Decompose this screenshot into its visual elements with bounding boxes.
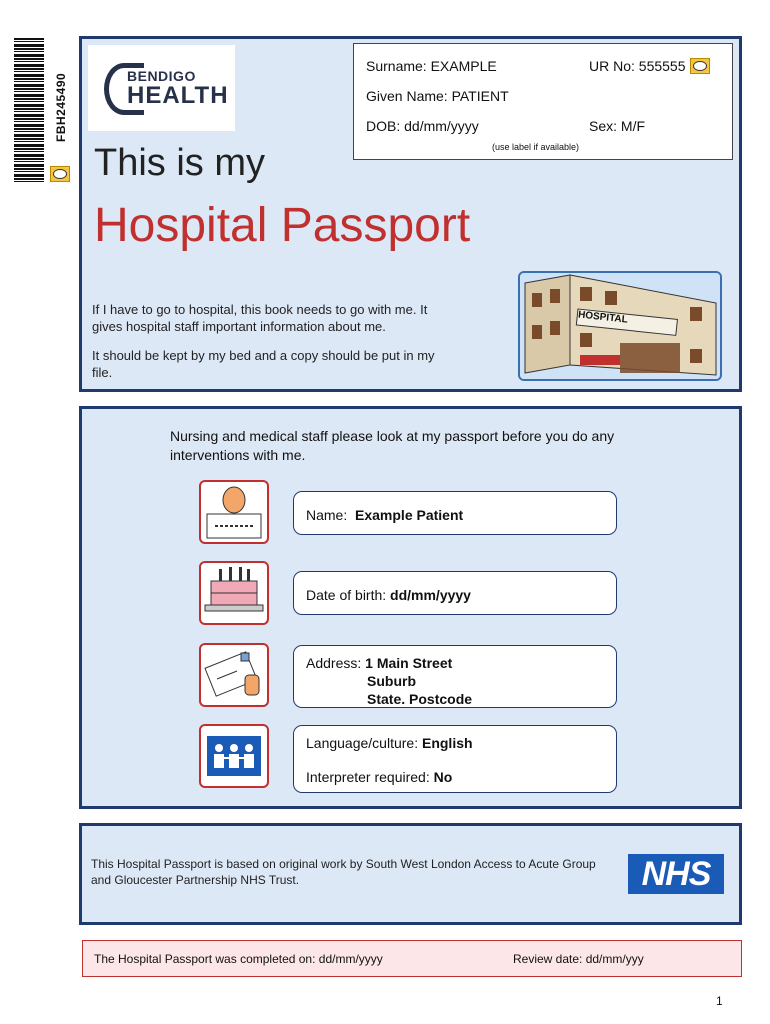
logo-text-top: BENDIGO	[127, 68, 196, 84]
birthday-cake-icon-box	[199, 561, 269, 625]
sex-field: Sex: M/F	[589, 118, 646, 134]
address-line-2: Suburb	[367, 673, 416, 689]
language-box	[293, 725, 617, 793]
staff-note: Nursing and medical staff please look at my passport before you do any interventions with me.	[170, 428, 615, 463]
address-label: Address:	[306, 655, 362, 671]
envelope-writing-icon	[201, 645, 267, 705]
completed-on: The Hospital Passport was completed on: dd/mm/yyyy	[94, 952, 383, 966]
intro-paragraph-2: It should be kept by my bed and a copy should be put in my file.	[92, 348, 435, 380]
language-label: Language/culture:	[306, 735, 419, 751]
address-box	[293, 645, 617, 708]
given-name-field: Given Name: PATIENT	[366, 88, 509, 104]
dob-value: dd/mm/yyyy	[390, 587, 471, 603]
hospital-sign: HOSPITAL	[577, 309, 629, 326]
name-value: Example Patient	[355, 507, 464, 523]
interpreter-label: Interpreter required:	[306, 769, 430, 785]
page-title-line2: Hospital Passport	[94, 199, 471, 252]
date-of-birth-box	[293, 571, 617, 615]
culture-icon-box	[199, 724, 269, 788]
page-number: 1	[716, 994, 723, 1008]
intro-paragraph-1: If I have to go to hospital, this book needs to go with me. It gives hospital staff important information about me.	[92, 302, 428, 334]
people-group-icon	[201, 726, 267, 786]
page-title-line1: This is my	[94, 142, 265, 184]
hospital-building-icon	[520, 273, 720, 379]
logo-text-bottom: HEALTH	[127, 82, 229, 109]
nhs-logo: NHS	[628, 854, 724, 894]
dob-field: DOB: dd/mm/yyyy	[366, 118, 479, 134]
completion-footer	[82, 940, 742, 977]
interpreter-value: No	[433, 769, 453, 785]
label-hint: (use label if available)	[492, 142, 580, 152]
credit-text: This Hospital Passport is based on original work by South West London Access to Acute Group and Gloucester Partnership NHS Trust.	[91, 857, 596, 887]
person-icon-box	[199, 480, 269, 544]
comment-note-icon[interactable]	[690, 58, 710, 74]
name-box	[293, 491, 617, 535]
ur-number-field: UR No: 555555	[589, 58, 686, 74]
address-line-3: State. Postcode	[367, 691, 473, 707]
review-date: Review date: dd/mm/yyy	[513, 952, 644, 966]
person-icon	[201, 482, 267, 542]
barcode	[14, 38, 44, 184]
address-line-1: 1 Main Street	[365, 655, 453, 671]
hospital-building-image	[518, 271, 722, 381]
barcode-code: FBH245490	[54, 72, 68, 142]
language-value: English	[421, 735, 473, 751]
dob-label: Date of birth:	[306, 587, 387, 603]
comment-note-icon[interactable]	[50, 166, 70, 182]
birthday-cake-icon	[201, 563, 267, 623]
name-label: Name:	[306, 507, 348, 523]
surname-field: Surname: EXAMPLE	[366, 58, 497, 74]
letter-icon-box	[199, 643, 269, 707]
